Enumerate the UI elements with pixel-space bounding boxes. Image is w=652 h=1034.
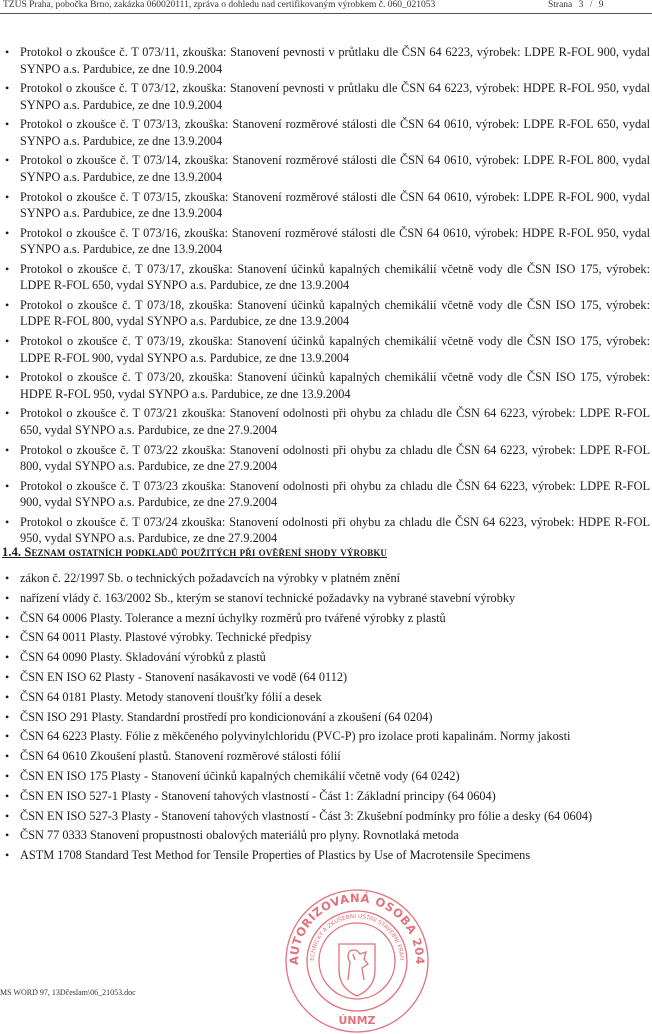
protocol-item — [0, 225, 652, 261]
document-text: ČSN 64 0181 Plasty. Metody stanovení tloušťky fólií a desek — [20, 689, 322, 704]
protocol-item — [0, 44, 652, 80]
document-text: ČSN 64 0610 Zkoušení plastů. Stanovení rozměrové stálosti fólií — [20, 749, 341, 764]
document-text: ČSN EN ISO 527-3 Plasty - Stanovení tahových vlastností - Část 3: Zkušební podmínky pro fólie a desky (64 0604) — [20, 808, 593, 823]
protocol-item — [0, 478, 652, 514]
protocol-text: Protokol o zkoušce č. T 073/14, zkouška: Stanovení rozměrové stálosti dle ČSN 64 0610, výrobek: LDPE R-FOL 800, vydal SYNPO a.s. Pardubice, ze dne 13.9.2004 — [20, 153, 650, 184]
bullet-icon: • — [5, 650, 10, 665]
page-total: 9 — [598, 0, 604, 10]
document-item — [0, 590, 652, 610]
protocol-text: Protokol o zkoušce č. T 073/15, zkouška: Stanovení rozměrové stálosti dle ČSN 64 0610, výrobek: LDPE R-FOL 900, vydal SYNPO a.s. Pardubice, ze dne 13.9.2004 — [20, 189, 650, 221]
document-text: ASTM 1708 Standard Test Method for Tensile Properties of Plastics by Use of Macrotensile Specimens — [20, 848, 531, 863]
bullet-icon: • — [5, 749, 10, 764]
document-text: ČSN EN ISO 175 Plasty - Stanovení účinků kapalných chemikálií včetně vody (64 0242) — [20, 768, 460, 783]
protocol-text: Protokol o zkoušce č. T 073/23 zkouška: Stanovení odolnosti při ohybu za chladu dle ČSN 64 6223, výrobek: LDPE R-FOL 900, vydal SYNPO a.s. Pardubice, ze dne 27.9.2004 — [20, 478, 650, 510]
document-text: ČSN EN ISO 527-1 Plasty - Stanovení tahových vlastností - Část 1: Základní principy (64 0604) — [20, 788, 496, 803]
bullet-icon: • — [5, 630, 10, 645]
bullet-icon: • — [5, 261, 10, 276]
document-text: ČSN 77 0333 Stanovení propustnosti obalových materiálů pro plyny. Rovnotlaká metoda — [20, 828, 459, 843]
bullet-icon: • — [5, 828, 10, 843]
bullet-icon: • — [5, 189, 10, 204]
page-separator: / — [589, 0, 593, 10]
document-item — [0, 689, 652, 709]
bullet-icon: • — [5, 729, 10, 744]
bullet-icon: • — [5, 514, 10, 529]
bullet-icon: • — [5, 669, 10, 684]
document-item — [0, 827, 652, 847]
coat-of-arms-icon — [339, 944, 375, 996]
document-text: ČSN 64 0090 Plasty. Skladování výrobků z plastů — [20, 650, 266, 665]
protocol-item — [0, 116, 652, 152]
stamp-inner-ring — [319, 923, 395, 999]
bullet-icon: • — [5, 689, 10, 704]
bullet-icon: • — [5, 478, 10, 493]
document-item — [0, 570, 652, 590]
document-item — [0, 728, 652, 748]
document-item — [0, 768, 652, 788]
footer-file-info: MS WORD 97, 13Dčeslam\06_21053.doc — [0, 988, 136, 997]
bullet-icon: • — [5, 334, 10, 349]
protocol-list — [0, 44, 652, 550]
bullet-icon: • — [5, 153, 10, 168]
protocol-text: Protokol o zkoušce č. T 073/24 zkouška: Stanovení odolnosti při ohybu za chladu dle ČSN 64 6223, výrobek: HDPE R-FOL 950, vydal SYNPO a.s. Pardubice, ze dne 27.9.2004 — [20, 514, 650, 546]
document-text: ČSN 64 6223 Plasty. Fólie z měkčeného polyvinylchloridu (PVC-P) pro izolace proti kapalinám. Normy jakosti — [20, 729, 571, 744]
document-text: nařízení vlády č. 163/2002 Sb., kterým se stanoví technické požadavky na vybrané stavební výrobky — [20, 590, 516, 605]
document-item — [0, 808, 652, 828]
protocol-item — [0, 297, 652, 333]
bullet-icon: • — [5, 406, 10, 421]
document-item — [0, 669, 652, 689]
protocol-text: Protokol o zkoušce č. T 073/13, zkouška: Stanovení rozměrové stálosti dle ČSN 64 0610, výrobek: LDPE R-FOL 650, vydal SYNPO a.s. Pardubice, ze dne 13.9.2004 — [20, 117, 650, 148]
protocol-item — [0, 152, 652, 188]
protocol-item — [0, 80, 652, 116]
bullet-icon: • — [5, 590, 10, 605]
documents-list — [0, 570, 652, 867]
document-item — [0, 649, 652, 669]
document-text: ČSN 64 0006 Plasty. Tolerance a mezní úchylky rozměrů pro tvářené výrobky z plastů — [20, 610, 446, 625]
bullet-icon: • — [5, 45, 10, 59]
protocol-text: Protokol o zkoušce č. T 073/21 zkouška: Stanovení odolnosti při ohybu za chladu dle ČSN 64 6223, výrobek: LDPE R-FOL 650, vydal SYNPO a.s. Pardubice, ze dne 27.9.2004 — [20, 406, 650, 437]
page-label: Strana — [548, 0, 573, 10]
lion-icon — [348, 950, 368, 980]
stamp-bottom-text: ÚNMZ — [338, 1014, 376, 1027]
document-header: TZÚS Praha, pobočka Brno, zakázka 060020111, zpráva o dohledu nad certifikovaným výrobkem č. 060_021053 — [3, 0, 436, 10]
document-item — [0, 788, 652, 808]
protocol-text: Protokol o zkoušce č. T 073/17, zkouška: Stanovení účinků kapalných chemikálií včetně vody dle ČSN ISO 175, výrobek: LDPE R-FOL 650, vydal SYNPO a.s. Pardubice, ze dne 13.9.2004 — [20, 261, 650, 293]
bullet-icon: • — [5, 709, 10, 724]
document-text: ČSN 64 0011 Plasty. Plastové výrobky. Technické předpisy — [20, 630, 312, 645]
bullet-icon: • — [5, 370, 10, 385]
document-item — [0, 847, 652, 867]
bullet-icon: • — [5, 768, 10, 783]
bullet-icon: • — [5, 297, 10, 312]
bullet-icon: • — [5, 848, 10, 863]
protocol-text: Protokol o zkoušce č. T 073/20, zkouška: Stanovení účinků kapalných chemikálií včetně vody dle ČSN ISO 175, výrobek: HDPE R-FOL 950, vydal SYNPO a.s. Pardubice, ze dne 13.9.2004 — [20, 370, 650, 401]
stamp-outer-text: AUTORIZOVANÁ OSOBA 204 — [286, 890, 428, 965]
protocol-text: Protokol o zkoušce č. T 073/16, zkouška: Stanovení rozměrové stálosti dle ČSN 64 0610, výrobek: HDPE R-FOL 950, vydal SYNPO a.s. Pardubice, ze dne 13.9.2004 — [20, 225, 650, 257]
section-heading — [2, 545, 387, 560]
bullet-icon: • — [5, 808, 10, 823]
stamp-inner-text: ECHNICKÝ A ZKUŠEBNÍ ÚSTAV STAVEBNÍ PRAH — [309, 913, 405, 961]
protocol-item — [0, 189, 652, 225]
protocol-item — [0, 369, 652, 405]
bullet-icon: • — [5, 225, 10, 240]
protocol-item — [0, 442, 652, 478]
document-item — [0, 610, 652, 630]
bullet-icon: • — [5, 81, 10, 96]
section-title: Seznam ostatních podkladů použitých při ověření shody výrobku — [24, 545, 388, 559]
page-number — [548, 0, 604, 10]
header-rule — [0, 13, 652, 14]
bullet-icon: • — [5, 117, 10, 132]
protocol-text: Protokol o zkoušce č. T 073/22 zkouška: Stanovení odolnosti při ohybu za chladu dle ČSN 64 6223, výrobek: LDPE R-FOL 800, vydal SYNPO a.s. Pardubice, ze dne 27.9.2004 — [20, 442, 650, 474]
protocol-item — [0, 405, 652, 441]
protocol-text: Protokol o zkoušce č. T 073/11, zkouška: Stanovení pevnosti v průtlaku dle ČSN 64 6223, výrobek: LDPE R-FOL 900, vydal SYNPO a.s. Pardubice, ze dne 10.9.2004 — [20, 45, 650, 76]
document-item — [0, 709, 652, 729]
bullet-icon: • — [5, 610, 10, 625]
document-text: ČSN ISO 291 Plasty. Standardní prostředí pro kondicionování a zkoušení (64 0204) — [20, 709, 433, 724]
protocol-text: Protokol o zkoušce č. T 073/18, zkouška: Stanovení účinků kapalných chemikálií včetně vody dle ČSN ISO 175, výrobek: LDPE R-FOL 800, vydal SYNPO a.s. Pardubice, ze dne 13.9.2004 — [20, 297, 650, 329]
protocol-item — [0, 261, 652, 297]
document-text: zákon č. 22/1997 Sb. o technických požadavcích na výrobky v platném znění — [20, 571, 401, 585]
section-number: 1.4. — [2, 545, 22, 559]
protocol-text: Protokol o zkoušce č. T 073/19, zkouška: Stanovení účinků kapalných chemikálií včetně vody dle ČSN ISO 175, výrobek: LDPE R-FOL 900, vydal SYNPO a.s. Pardubice, ze dne 13.9.2004 — [20, 334, 650, 365]
bullet-icon: • — [5, 571, 10, 585]
page-current: 3 — [578, 0, 584, 10]
bullet-icon: • — [5, 442, 10, 457]
document-item — [0, 629, 652, 649]
document-text: ČSN EN ISO 62 Plasty - Stanovení nasákavosti ve vodě (64 0112) — [20, 669, 348, 684]
official-stamp — [284, 888, 430, 1034]
document-item — [0, 748, 652, 768]
bullet-icon: • — [5, 788, 10, 803]
protocol-text: Protokol o zkoušce č. T 073/12, zkouška: Stanovení pevnosti v průtlaku dle ČSN 64 6223, výrobek: HDPE R-FOL 950, vydal SYNPO a.s. Pardubice, ze dne 10.9.2004 — [20, 81, 650, 112]
protocol-item — [0, 333, 652, 369]
